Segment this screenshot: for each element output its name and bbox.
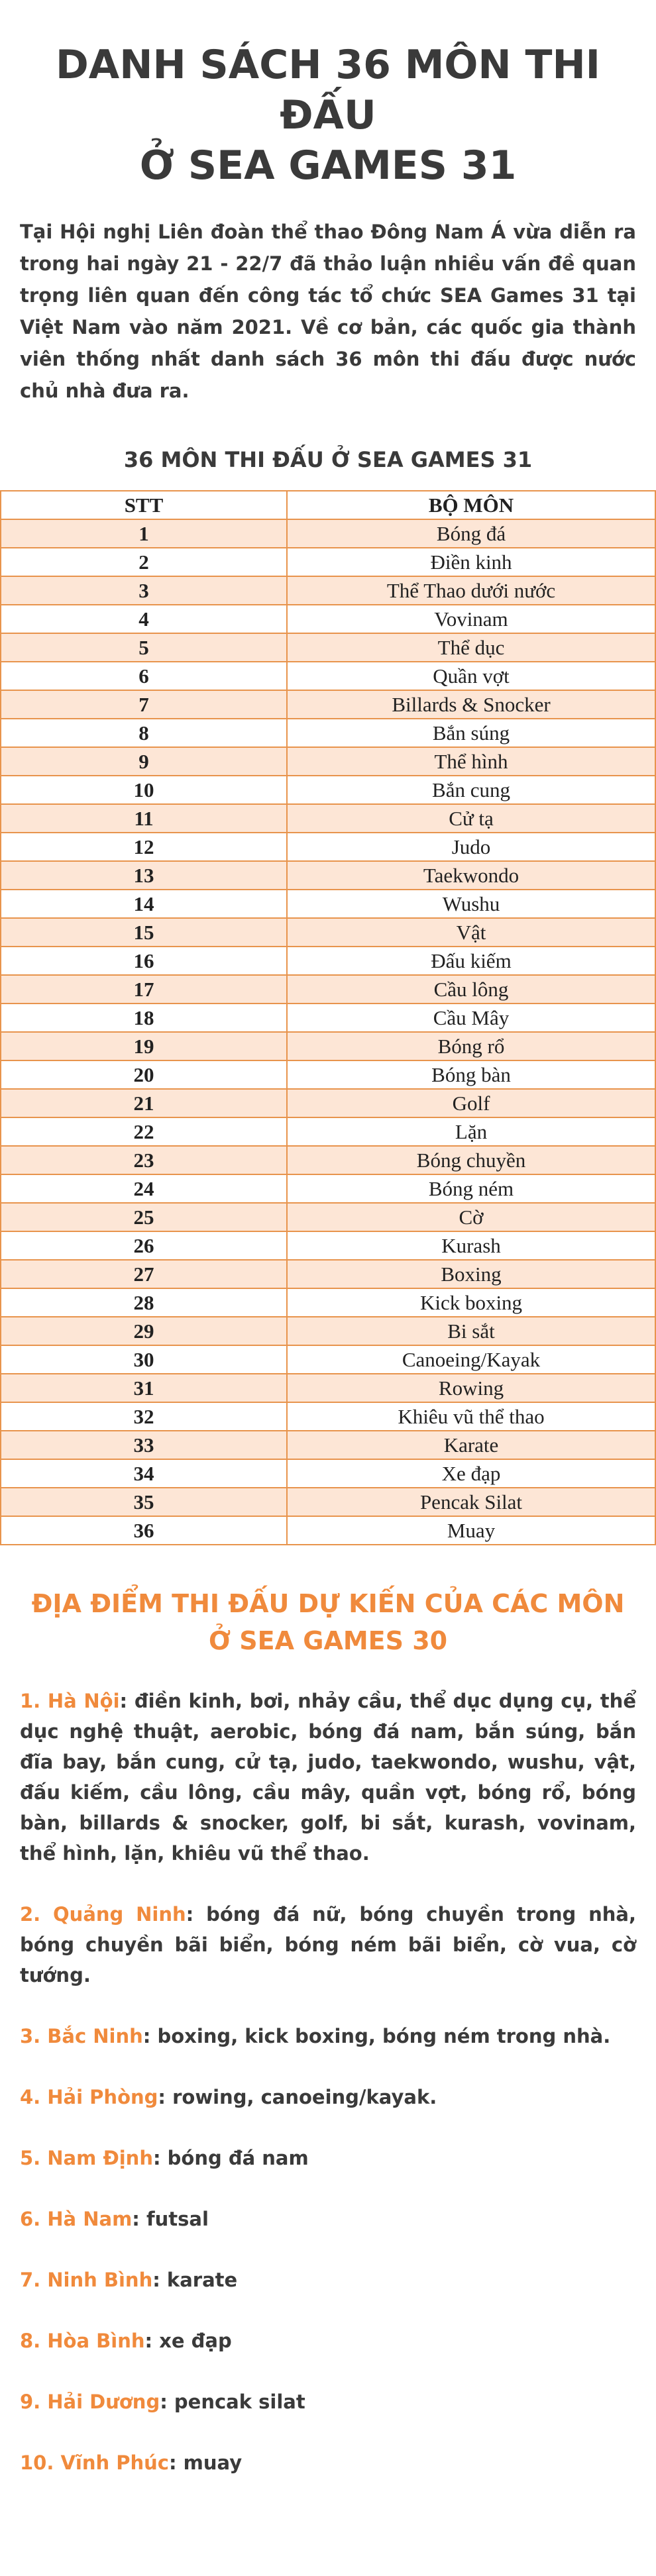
row-number: 33 (1, 1431, 287, 1459)
table-row (1, 1317, 655, 1345)
table-row (1, 975, 655, 1004)
table-row (1, 633, 655, 662)
row-number: 29 (1, 1317, 287, 1345)
venue-list (20, 1686, 636, 2478)
row-sport: Thể dục (287, 633, 655, 662)
row-sport: Cầu lông (287, 975, 655, 1004)
venue-sports: : điền kinh, bơi, nhảy cầu, thể dục dụng cụ, thể dục nghệ thuật, aerobic, bóng đá nam, bắn súng, bắn đĩa bay, bắn cung, cử tạ, judo, taekwondo, wushu, vật, đấu kiếm, cầu lông, cầu mây, quần vợt, bóng rổ, bóng bàn, billards & snocker, golf, bi sắt, kurash, vovinam, thể hình, lặn, khiêu vũ thể thao. (20, 1690, 636, 1865)
venue-sports: : karate (152, 2269, 238, 2291)
table-row (1, 1260, 655, 1288)
row-number: 16 (1, 947, 287, 975)
row-number: 20 (1, 1060, 287, 1089)
table-row (1, 1402, 655, 1431)
row-number: 11 (1, 804, 287, 833)
venue-sports: : futsal (132, 2208, 209, 2230)
table-row (1, 1374, 655, 1402)
table-row (1, 1488, 655, 1516)
row-sport: Bi sắt (287, 1317, 655, 1345)
row-number: 22 (1, 1117, 287, 1146)
row-sport: Đấu kiếm (287, 947, 655, 975)
row-number: 9 (1, 747, 287, 776)
venue-item (20, 2387, 636, 2417)
row-number: 31 (1, 1374, 287, 1402)
row-number: 10 (1, 776, 287, 804)
row-sport: Rowing (287, 1374, 655, 1402)
table-row (1, 1004, 655, 1032)
row-sport: Khiêu vũ thể thao (287, 1402, 655, 1431)
row-sport: Bóng đá (287, 519, 655, 548)
row-sport: Điền kinh (287, 548, 655, 576)
table-header-row (1, 491, 655, 519)
table-row (1, 947, 655, 975)
table-row (1, 861, 655, 890)
row-sport: Cử tạ (287, 804, 655, 833)
table-row (1, 1174, 655, 1203)
venue-item (20, 1686, 636, 1869)
venue-item (20, 2265, 636, 2295)
row-number: 27 (1, 1260, 287, 1288)
venue-place: 3. Bắc Ninh (20, 2025, 143, 2047)
row-number: 36 (1, 1516, 287, 1545)
venue-section-title: ĐỊA ĐIỂM THI ĐẤU DỰ KIẾN CỦA CÁC MÔN Ở SEA GAMES 30 (31, 1589, 625, 1655)
venue-item (20, 2143, 636, 2173)
table-title: 36 MÔN THI ĐẤU Ở SEA GAMES 31 (123, 447, 533, 472)
venue-place: 1. Hà Nội (20, 1690, 120, 1712)
row-number: 8 (1, 719, 287, 747)
table-row (1, 833, 655, 861)
row-sport: Bắn súng (287, 719, 655, 747)
table-row (1, 576, 655, 605)
row-number: 17 (1, 975, 287, 1004)
venue-item (20, 2326, 636, 2356)
table-row (1, 662, 655, 690)
row-number: 30 (1, 1345, 287, 1374)
table-row (1, 776, 655, 804)
row-number: 15 (1, 918, 287, 947)
table-body (1, 519, 655, 1545)
row-sport: Bắn cung (287, 776, 655, 804)
row-sport: Bóng ném (287, 1174, 655, 1203)
table-row (1, 1032, 655, 1060)
row-sport: Thể Thao dưới nước (287, 576, 655, 605)
venue-item (20, 2082, 636, 2112)
header-sport: BỘ MÔN (287, 491, 655, 519)
venue-sports: : xe đạp (144, 2330, 232, 2352)
row-sport: Vovinam (287, 605, 655, 633)
table-row (1, 804, 655, 833)
row-sport: Wushu (287, 890, 655, 918)
row-number: 35 (1, 1488, 287, 1516)
row-sport: Bóng bàn (287, 1060, 655, 1089)
row-sport: Karate (287, 1431, 655, 1459)
venue-place: 5. Nam Định (20, 2147, 153, 2169)
row-number: 26 (1, 1231, 287, 1260)
row-sport: Xe đạp (287, 1459, 655, 1488)
table-row (1, 1231, 655, 1260)
row-sport: Judo (287, 833, 655, 861)
row-sport: Kick boxing (287, 1288, 655, 1317)
row-number: 21 (1, 1089, 287, 1117)
row-sport: Thể hình (287, 747, 655, 776)
row-number: 14 (1, 890, 287, 918)
table-row (1, 747, 655, 776)
venue-item (20, 2447, 636, 2478)
venue-item (20, 1899, 636, 1990)
table-row (1, 1203, 655, 1231)
intro-paragraph: Tại Hội nghị Liên đoàn thể thao Đông Nam Á vừa diễn ra trong hai ngày 21 - 22/7 đã thảo luận nhiều vấn đề quan trọng liên quan đến công tác tổ chức SEA Games 31 tại Việt Nam vào năm 2021. Về cơ bản, các quốc gia thành viên thống nhất danh sách 36 môn thi đấu được nước chủ nhà đưa ra. (20, 221, 636, 402)
row-number: 24 (1, 1174, 287, 1203)
table-row (1, 1146, 655, 1174)
venue-place: 4. Hải Phòng (20, 2086, 158, 2108)
row-number: 34 (1, 1459, 287, 1488)
table-row (1, 1459, 655, 1488)
row-sport: Bóng chuyền (287, 1146, 655, 1174)
row-sport: Canoeing/Kayak (287, 1345, 655, 1374)
venue-sports: : bóng đá nam (152, 2147, 309, 2169)
venue-sports: : boxing, kick boxing, bóng ném trong nhà. (142, 2025, 611, 2047)
row-sport: Boxing (287, 1260, 655, 1288)
table-row (1, 1288, 655, 1317)
row-number: 6 (1, 662, 287, 690)
table-row (1, 1089, 655, 1117)
table-row (1, 1516, 655, 1545)
row-sport: Cờ (287, 1203, 655, 1231)
row-sport: Bóng rổ (287, 1032, 655, 1060)
row-sport: Golf (287, 1089, 655, 1117)
table-row (1, 890, 655, 918)
title-line-1: DANH SÁCH 36 MÔN THI ĐẤU (55, 42, 600, 138)
row-number: 18 (1, 1004, 287, 1032)
venue-place: 9. Hải Dương (20, 2391, 160, 2413)
row-number: 1 (1, 519, 287, 548)
row-sport: Vật (287, 918, 655, 947)
venue-sports: : bóng đá nữ, bóng chuyền trong nhà, bóng chuyền bãi biển, bóng ném bãi biển, cờ vua, cờ tướng. (20, 1903, 636, 1986)
table-row (1, 1060, 655, 1089)
venue-place: 6. Hà Nam (20, 2208, 133, 2230)
page-title (20, 40, 636, 191)
row-number: 4 (1, 605, 287, 633)
table-row (1, 1345, 655, 1374)
title-line-2: Ở SEA GAMES 31 (139, 142, 517, 189)
row-sport: Taekwondo (287, 861, 655, 890)
row-number: 5 (1, 633, 287, 662)
row-number: 19 (1, 1032, 287, 1060)
venue-item (20, 2021, 636, 2051)
venue-place: 8. Hòa Bình (20, 2330, 145, 2352)
venue-place: 10. Vĩnh Phúc (20, 2451, 169, 2474)
table-row (1, 1431, 655, 1459)
table-row (1, 1117, 655, 1146)
events-table (0, 490, 656, 1545)
row-sport: Billards & Snocker (287, 690, 655, 719)
table-row (1, 519, 655, 548)
row-number: 12 (1, 833, 287, 861)
table-row (1, 605, 655, 633)
row-sport: Lặn (287, 1117, 655, 1146)
venue-place: 7. Ninh Bình (20, 2269, 153, 2291)
row-number: 3 (1, 576, 287, 605)
row-sport: Cầu Mây (287, 1004, 655, 1032)
row-number: 32 (1, 1402, 287, 1431)
header-stt: STT (1, 491, 287, 519)
row-sport: Muay (287, 1516, 655, 1545)
table-row (1, 918, 655, 947)
table-row (1, 719, 655, 747)
row-number: 7 (1, 690, 287, 719)
venue-sports: : muay (168, 2451, 243, 2474)
row-sport: Kurash (287, 1231, 655, 1260)
row-sport: Quần vợt (287, 662, 655, 690)
row-number: 28 (1, 1288, 287, 1317)
table-row (1, 548, 655, 576)
row-number: 13 (1, 861, 287, 890)
venue-sports: : rowing, canoeing/kayak. (158, 2086, 437, 2108)
row-sport: Pencak Silat (287, 1488, 655, 1516)
row-number: 2 (1, 548, 287, 576)
venue-place: 2. Quảng Ninh (20, 1903, 186, 1926)
venue-item (20, 2204, 636, 2234)
venue-sports: : pencak silat (160, 2391, 305, 2413)
row-number: 25 (1, 1203, 287, 1231)
row-number: 23 (1, 1146, 287, 1174)
table-row (1, 690, 655, 719)
